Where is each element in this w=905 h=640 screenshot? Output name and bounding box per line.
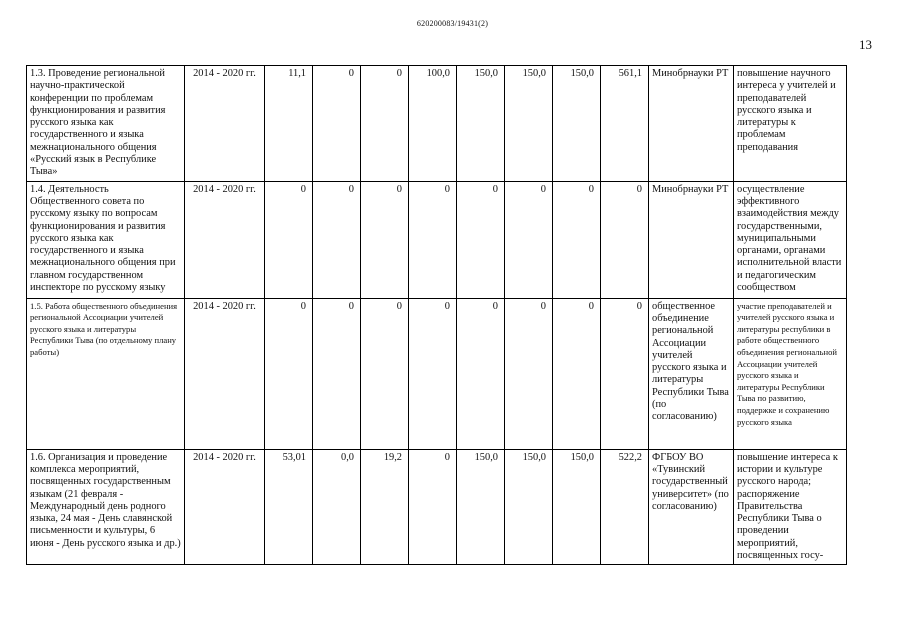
period-cell: 2014 - 2020 гг. — [185, 298, 265, 449]
value-cell: 19,2 — [361, 449, 409, 565]
table-row — [27, 181, 847, 298]
executor-cell: ФГБОУ ВО «Тувинский государственный университет» (по согласованию) — [649, 449, 734, 565]
value-cell: 0 — [409, 298, 457, 449]
result-cell: повышение научного интереса у учителей и преподавателей русского языка и литературы к проблемам преподавания — [734, 66, 847, 182]
executor-cell: Минобрнауки РТ — [649, 181, 734, 298]
value-cell: 150,0 — [505, 66, 553, 182]
period-cell: 2014 - 2020 гг. — [185, 66, 265, 182]
value-cell: 0 — [265, 181, 313, 298]
total-cell: 522,2 — [601, 449, 649, 565]
executor-cell: Минобрнауки РТ — [649, 66, 734, 182]
value-cell: 0 — [457, 298, 505, 449]
total-cell: 561,1 — [601, 66, 649, 182]
period-cell: 2014 - 2020 гг. — [185, 449, 265, 565]
value-cell: 150,0 — [553, 66, 601, 182]
result-cell: участие преподавателей и учителей русского языка и литературы республики в работе общественного объединения региональной Ассоциации учителей русского языка и литературы Республики Тыва по развитию, поддержке и сохранению русского языка — [734, 298, 847, 449]
value-cell: 150,0 — [457, 449, 505, 565]
table-row — [27, 449, 847, 565]
activity-name: 1.4. Деятельность Общественного совета по русскому языку по вопросам функционирования и развития русского языка как государственного и языка межнационального общения при главном государственном инспекторе по русскому языку — [27, 181, 185, 298]
value-cell: 11,1 — [265, 66, 313, 182]
value-cell: 100,0 — [409, 66, 457, 182]
value-cell: 0 — [553, 298, 601, 449]
page-number: 13 — [859, 37, 872, 52]
document-id: 620200083/19431(2) — [416, 19, 489, 28]
value-cell: 0 — [505, 181, 553, 298]
result-cell: повышение интереса к истории и культуре русского народа; распоряжение Правительства Республики Тыва о проведении мероприятий, посвященных госу- — [734, 449, 847, 565]
activity-name: 1.5. Работа общественного объединения региональной Ассоциации учителей русского языка и литературы Республики Тыва (по отдельному плану работы) — [27, 298, 185, 449]
activity-name: 1.6. Организация и проведение комплекса мероприятий, посвященных государственным языкам (21 февраля - Международный день родного языка, 24 мая - День славянской письменности и культуры, 6 июня - День русского языка и др.) — [27, 449, 185, 565]
value-cell: 150,0 — [457, 66, 505, 182]
value-cell: 0 — [361, 181, 409, 298]
value-cell: 150,0 — [553, 449, 601, 565]
value-cell: 0 — [409, 449, 457, 565]
value-cell: 0 — [505, 298, 553, 449]
value-cell: 150,0 — [505, 449, 553, 565]
table-row — [27, 298, 847, 449]
total-cell: 0 — [601, 298, 649, 449]
activity-name: 1.3. Проведение региональной научно-практической конференции по проблемам функционирования и развития русского языка как государственного и языка межнационального общения «Русский язык в Республике Тыва» — [27, 66, 185, 182]
value-cell: 53,01 — [265, 449, 313, 565]
value-cell: 0 — [313, 298, 361, 449]
value-cell: 0 — [553, 181, 601, 298]
total-cell: 0 — [601, 181, 649, 298]
program-table — [26, 65, 847, 565]
value-cell: 0 — [409, 181, 457, 298]
value-cell: 0,0 — [313, 449, 361, 565]
value-cell: 0 — [457, 181, 505, 298]
value-cell: 0 — [265, 298, 313, 449]
result-cell: осуществление эффективного взаимодействия между государственными, муниципальными органами, органами исполнительной власти и педагогическим сообществом — [734, 181, 847, 298]
value-cell: 0 — [313, 181, 361, 298]
value-cell: 0 — [361, 298, 409, 449]
period-cell: 2014 - 2020 гг. — [185, 181, 265, 298]
table-row — [27, 66, 847, 182]
value-cell: 0 — [361, 66, 409, 182]
value-cell: 0 — [313, 66, 361, 182]
executor-cell: общественное объединение региональной Ассоциации учителей русского языка и литературы Республики Тыва (по согласованию) — [649, 298, 734, 449]
